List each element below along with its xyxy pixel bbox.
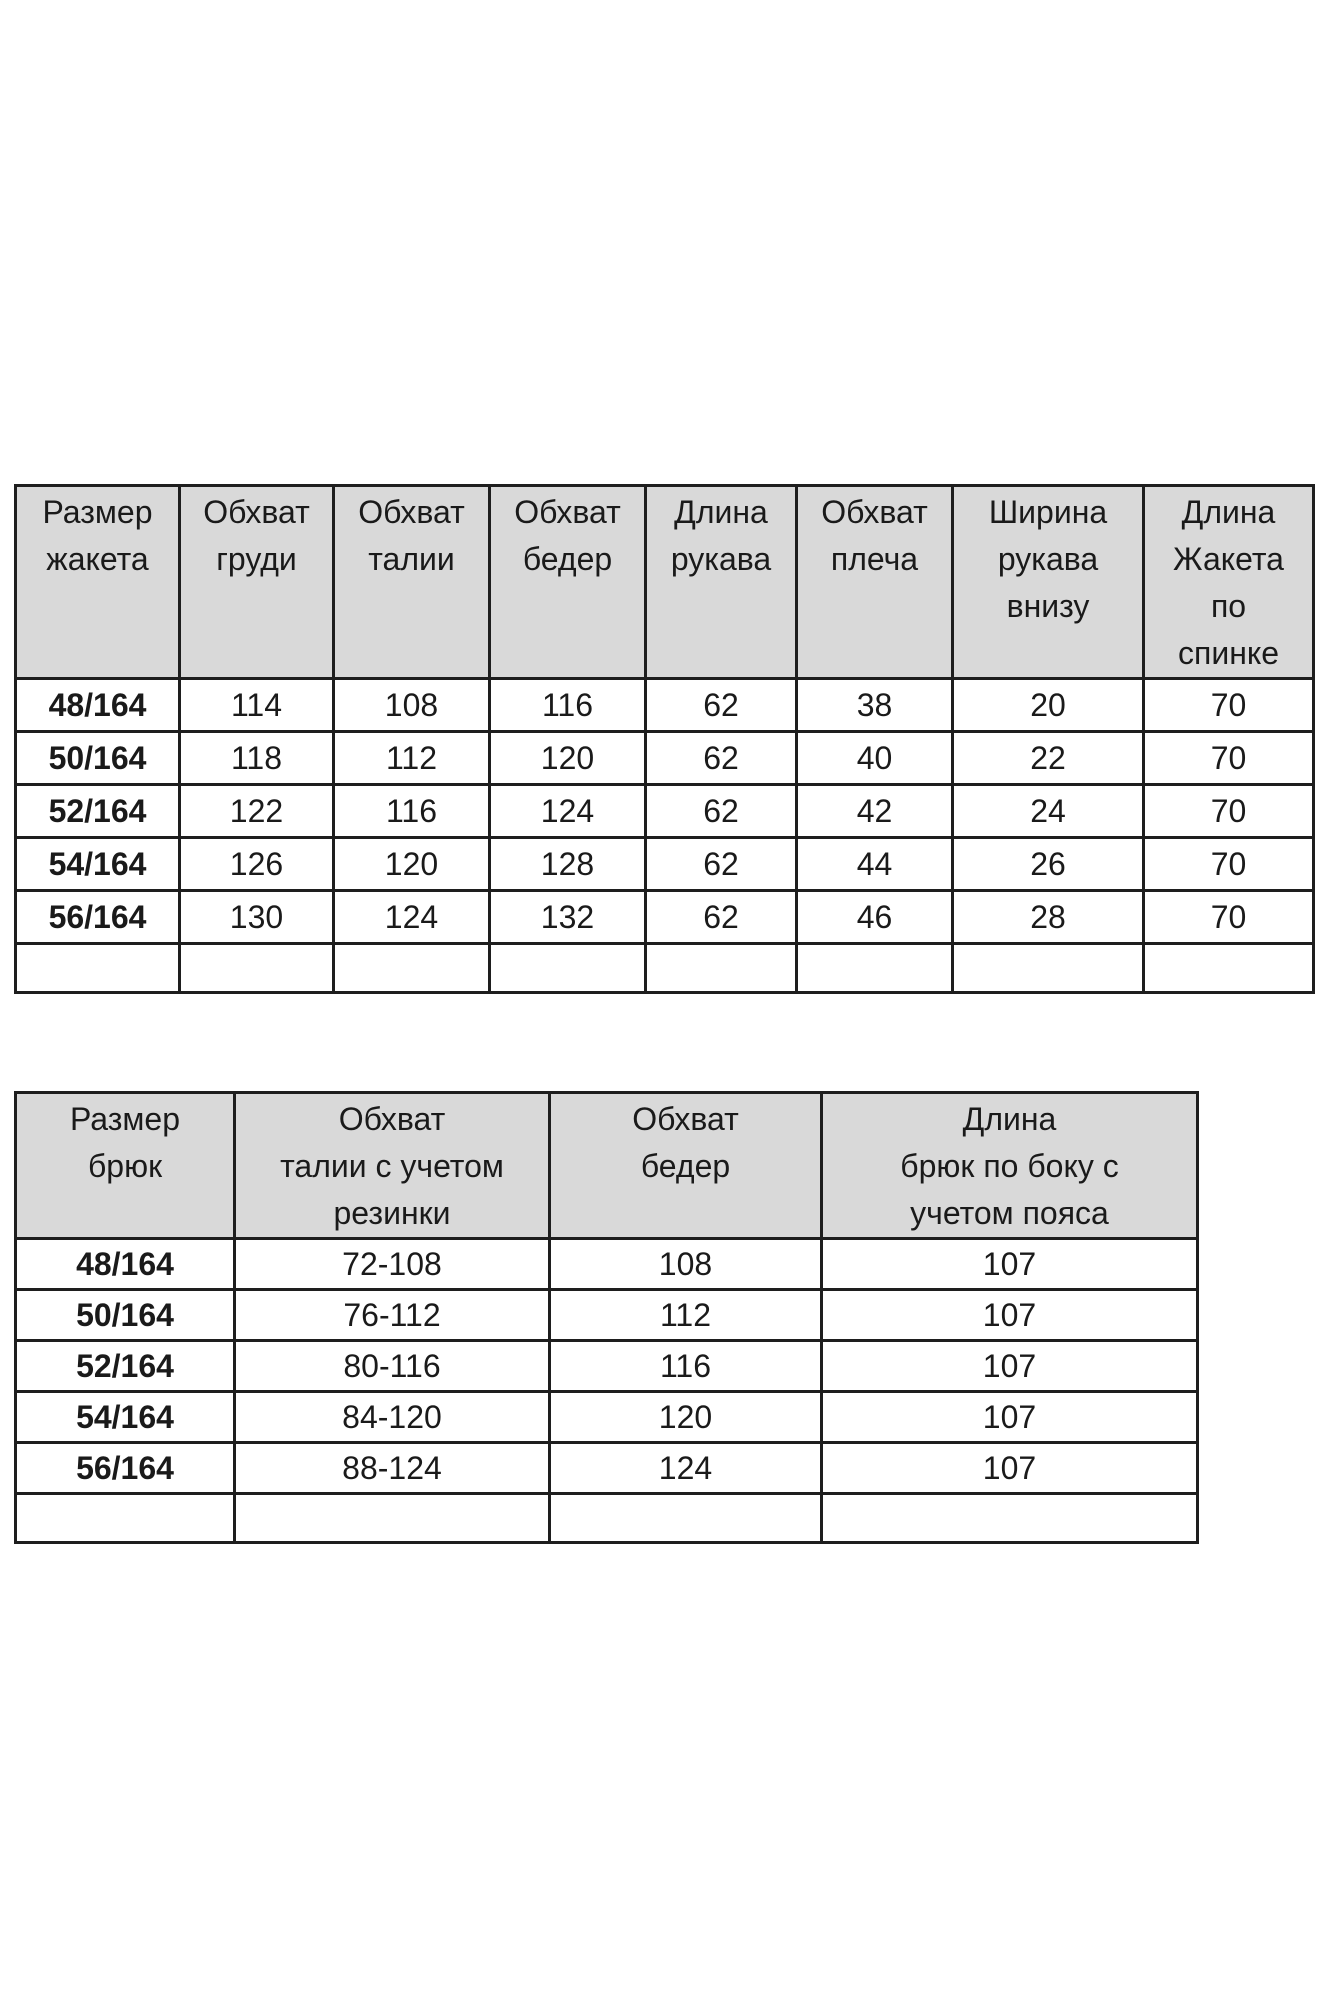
- table-cell: 44: [797, 838, 953, 891]
- table-cell: 72-108: [235, 1239, 550, 1290]
- size-cell: 52/164: [16, 785, 180, 838]
- table-cell: 116: [334, 785, 490, 838]
- table-cell: 116: [550, 1341, 822, 1392]
- table-cell: 122: [180, 785, 334, 838]
- table-row: [16, 1290, 1198, 1341]
- empty-cell: [822, 1494, 1198, 1543]
- empty-cell: [1144, 944, 1314, 993]
- header-jacket-back-length: Длина Жакета по спинке: [1144, 486, 1314, 679]
- empty-cell: [16, 1494, 235, 1543]
- header-hip-girth: Обхват бедер: [550, 1093, 822, 1239]
- table-cell: 108: [550, 1239, 822, 1290]
- table-cell: 107: [822, 1290, 1198, 1341]
- table-row: [16, 838, 1314, 891]
- table-cell: 107: [822, 1443, 1198, 1494]
- table-row: [16, 1341, 1198, 1392]
- table-cell: 28: [953, 891, 1144, 944]
- table-cell: 126: [180, 838, 334, 891]
- table-cell: 62: [646, 838, 797, 891]
- table-cell: 124: [490, 785, 646, 838]
- table-cell: 24: [953, 785, 1144, 838]
- empty-cell: [490, 944, 646, 993]
- table-cell: 114: [180, 679, 334, 732]
- table-row: [16, 732, 1314, 785]
- size-cell: 50/164: [16, 1290, 235, 1341]
- table-cell: 70: [1144, 732, 1314, 785]
- header-waist-girth: Обхват талии: [334, 486, 490, 679]
- table-cell: 84-120: [235, 1392, 550, 1443]
- size-cell: 52/164: [16, 1341, 235, 1392]
- empty-cell: [953, 944, 1144, 993]
- empty-cell: [16, 944, 180, 993]
- empty-cell: [180, 944, 334, 993]
- table-cell: 42: [797, 785, 953, 838]
- table-cell: 20: [953, 679, 1144, 732]
- table-cell: 116: [490, 679, 646, 732]
- empty-table-row: [16, 944, 1314, 993]
- pants-size-table: [14, 1091, 1199, 1544]
- empty-cell: [235, 1494, 550, 1543]
- table-cell: 107: [822, 1341, 1198, 1392]
- table-cell: 120: [550, 1392, 822, 1443]
- table-cell: 40: [797, 732, 953, 785]
- table-row: [16, 1239, 1198, 1290]
- header-shoulder-girth: Обхват плеча: [797, 486, 953, 679]
- size-cell: 56/164: [16, 1443, 235, 1494]
- table-row: [16, 679, 1314, 732]
- table-header-row: [16, 486, 1314, 679]
- table-cell: 46: [797, 891, 953, 944]
- table-cell: 62: [646, 891, 797, 944]
- table-cell: 132: [490, 891, 646, 944]
- table-cell: 112: [550, 1290, 822, 1341]
- size-cell: 50/164: [16, 732, 180, 785]
- table-cell: 130: [180, 891, 334, 944]
- table-cell: 22: [953, 732, 1144, 785]
- table-row: [16, 785, 1314, 838]
- table-cell: 70: [1144, 785, 1314, 838]
- empty-cell: [334, 944, 490, 993]
- table-cell: 124: [550, 1443, 822, 1494]
- header-pants-side-length: Длина брюк по боку с учетом пояса: [822, 1093, 1198, 1239]
- header-jacket-size: Размер жакета: [16, 486, 180, 679]
- table-cell: 76-112: [235, 1290, 550, 1341]
- table-row: [16, 1443, 1198, 1494]
- empty-table-row: [16, 1494, 1198, 1543]
- empty-cell: [646, 944, 797, 993]
- table-row: [16, 1392, 1198, 1443]
- empty-cell: [797, 944, 953, 993]
- header-pants-size: Размер брюк: [16, 1093, 235, 1239]
- size-cell: 56/164: [16, 891, 180, 944]
- table-cell: 80-116: [235, 1341, 550, 1392]
- table-row: [16, 891, 1314, 944]
- table-cell: 62: [646, 785, 797, 838]
- size-cell: 48/164: [16, 679, 180, 732]
- table-cell: 120: [490, 732, 646, 785]
- header-chest-girth: Обхват груди: [180, 486, 334, 679]
- header-waist-with-elastic: Обхват талии с учетом резинки: [235, 1093, 550, 1239]
- header-sleeve-length: Длина рукава: [646, 486, 797, 679]
- table-cell: 112: [334, 732, 490, 785]
- table-cell: 70: [1144, 838, 1314, 891]
- table-cell: 70: [1144, 679, 1314, 732]
- header-hip-girth: Обхват бедер: [490, 486, 646, 679]
- table-cell: 88-124: [235, 1443, 550, 1494]
- table-cell: 26: [953, 838, 1144, 891]
- table-cell: 108: [334, 679, 490, 732]
- table-cell: 128: [490, 838, 646, 891]
- header-sleeve-bottom-width: Ширина рукава внизу: [953, 486, 1144, 679]
- table-cell: 120: [334, 838, 490, 891]
- table-cell: 118: [180, 732, 334, 785]
- empty-cell: [550, 1494, 822, 1543]
- table-cell: 38: [797, 679, 953, 732]
- table-cell: 62: [646, 732, 797, 785]
- table-cell: 62: [646, 679, 797, 732]
- size-cell: 48/164: [16, 1239, 235, 1290]
- table-cell: 70: [1144, 891, 1314, 944]
- size-cell: 54/164: [16, 1392, 235, 1443]
- table-cell: 107: [822, 1392, 1198, 1443]
- table-cell: 124: [334, 891, 490, 944]
- size-cell: 54/164: [16, 838, 180, 891]
- jacket-size-table: [14, 484, 1315, 994]
- table-header-row: [16, 1093, 1198, 1239]
- table-cell: 107: [822, 1239, 1198, 1290]
